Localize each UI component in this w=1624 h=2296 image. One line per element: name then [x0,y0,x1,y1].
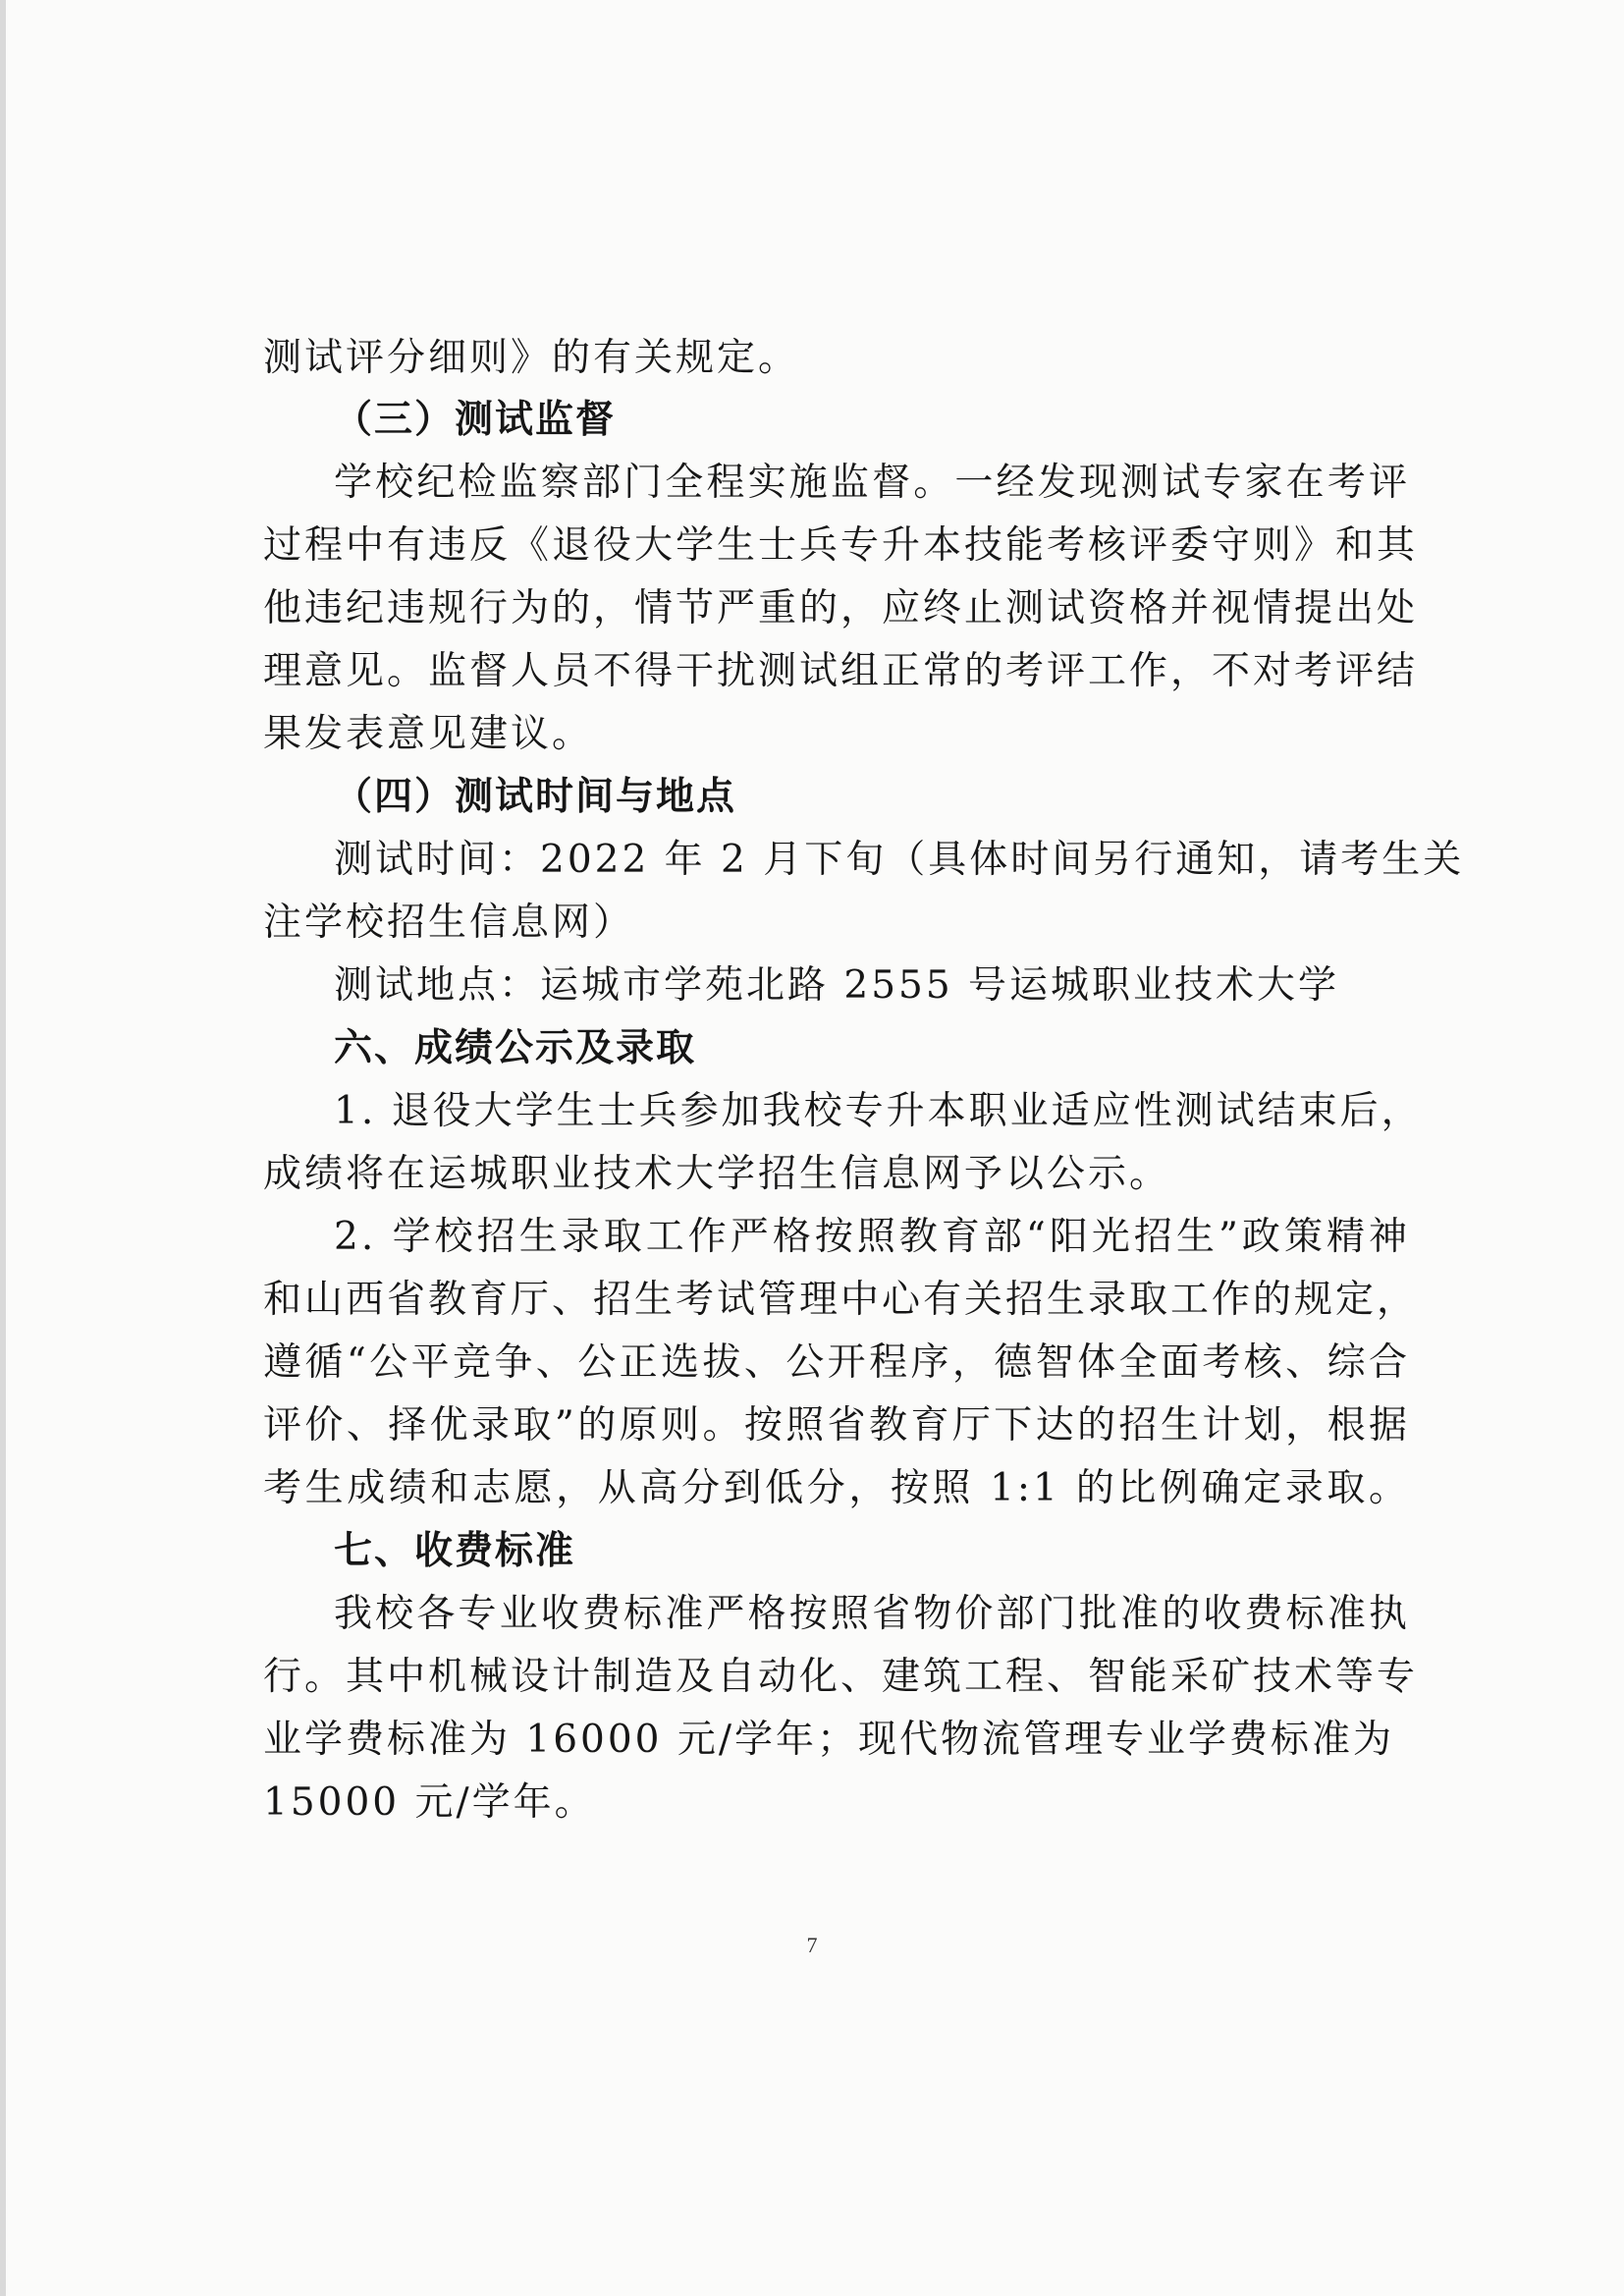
text-line: 评价、择优录取”的原则。按照省教育厅下达的招生计划，根据 [263,1403,1410,1448]
section-heading: （三）测试监督 [334,398,617,442]
text-line: 果发表意见建议。 [263,712,594,756]
text-line: 2. 学校招生录取工作严格按照教育部“阳光招生”政策精神 [334,1215,1410,1259]
text-line: 15000 元/学年。 [263,1780,596,1825]
page-number: 7 [806,1933,818,1957]
text-line: 测试时间：2022 年 2 月下旬（具体时间另行通知，请考生关 [334,838,1465,882]
text-line: 他违纪违规行为的，情节严重的，应终止测试资格并视情提出处 [263,586,1419,630]
text-line: 测试评分细则》的有关规定。 [263,336,800,380]
text-line: 1. 退役大学生士兵参加我校专升本职业适应性测试结束后， [334,1089,1423,1133]
text-line: 理意见。监督人员不得干扰测试组正常的考评工作，不对考评结 [263,649,1419,693]
text-line: 我校各专业收费标准严格按照省物价部门批准的收费标准执 [334,1592,1410,1636]
section-heading: （四）测试时间与地点 [334,775,737,819]
text-line: 和山西省教育厅、招生考试管理中心有关招生录取工作的规定， [263,1278,1419,1322]
text-line: 行。其中机械设计制造及自动化、建筑工程、智能采矿技术等专 [263,1655,1419,1699]
text-line: 注学校招生信息网） [263,901,635,945]
section-heading: 六、成绩公示及录取 [334,1026,697,1070]
text-line: 业学费标准为 16000 元/学年；现代物流管理专业学费标准为 [263,1718,1394,1762]
section-heading: 七、收费标准 [334,1529,576,1573]
text-line: 测试地点：运城市学苑北路 2555 号运城职业技术大学 [334,963,1340,1008]
text-line: 学校纪检监察部门全程实施监督。一经发现测试专家在考评 [334,461,1410,505]
text-line: 考生成绩和志愿，从高分到低分，按照 1:1 的比例确定录取。 [263,1466,1410,1510]
text-line: 成绩将在运城职业技术大学招生信息网予以公示。 [263,1152,1171,1196]
text-line: 过程中有违反《退役大学生士兵专升本技能考核评委守则》和其 [263,523,1419,568]
text-line: 遵循“公平竞争、公正选拔、公开程序，德智体全面考核、综合 [263,1340,1410,1385]
